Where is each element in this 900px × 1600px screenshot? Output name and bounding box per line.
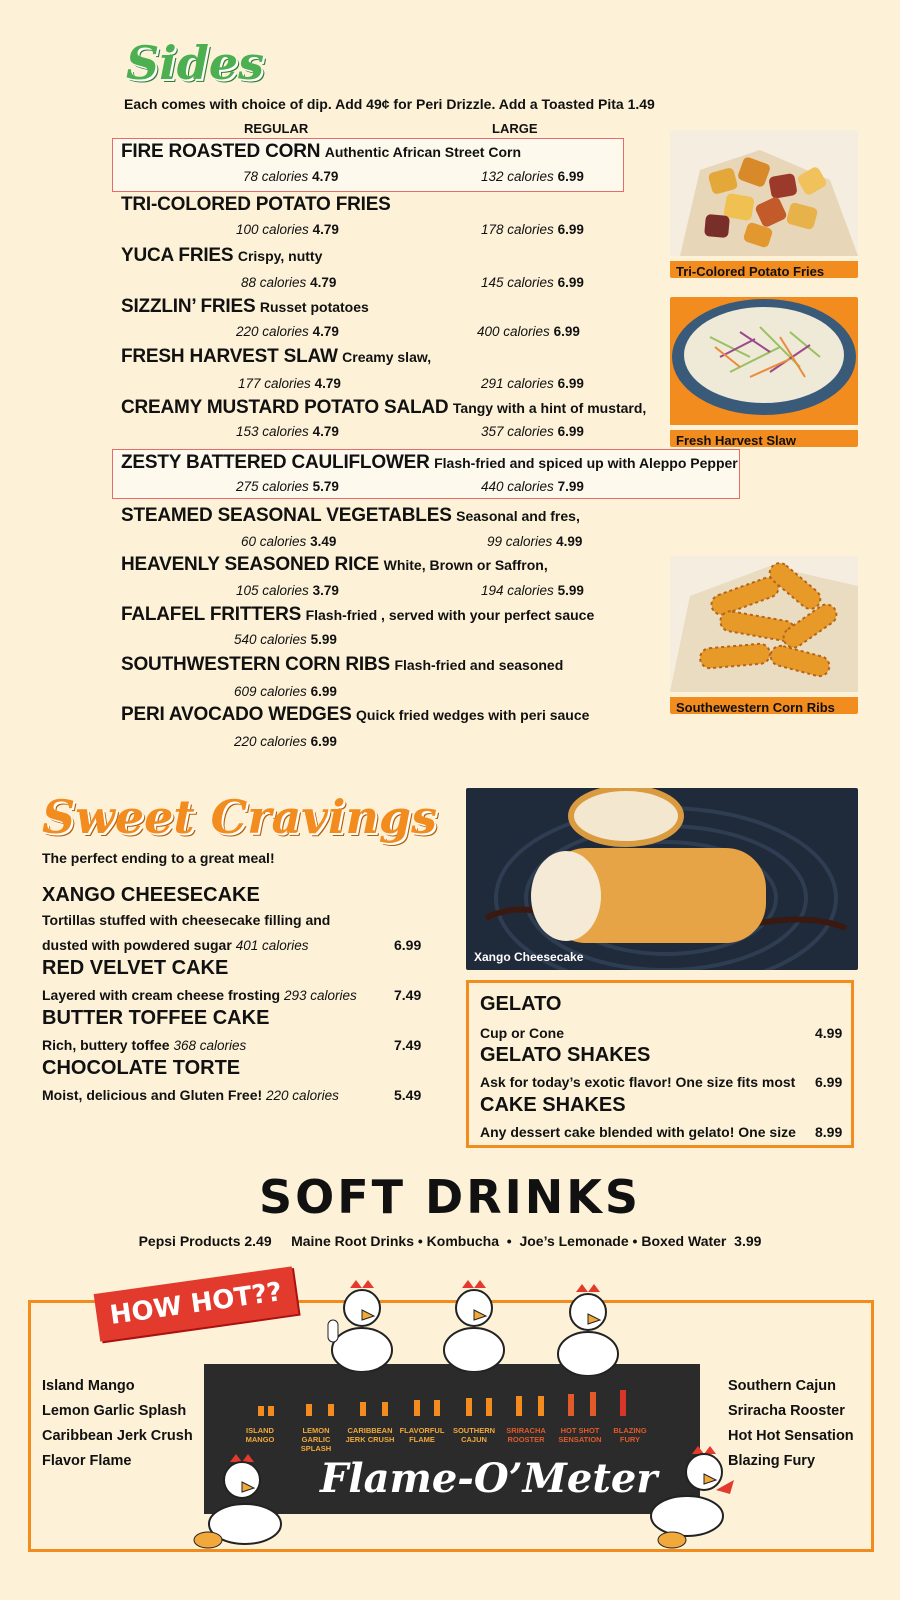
large-price: 6.99: [557, 275, 584, 290]
large-calories: 194 calories: [481, 583, 554, 598]
reg-calories: 153 calories: [236, 424, 309, 439]
sides-intro: Each comes with choice of dip. Add 49¢ for Peri Drizzle. Add a Toasted Pita 1.49: [124, 96, 655, 112]
gelato-box: [466, 980, 854, 1148]
meter-label: SOUTHERN CAJUN: [452, 1426, 496, 1444]
dessert-name: RED VELVET CAKE: [42, 957, 229, 979]
slaw-image: [670, 297, 858, 425]
gelato-desc: Any dessert cake blended with gelato! One size: [480, 1124, 796, 1140]
item-name: HEAVENLY SEASONED RICE: [121, 554, 380, 575]
item-name: SIZZLIN’ FRIES: [121, 296, 256, 317]
reg-calories: 609 calories: [234, 684, 307, 699]
dessert-desc-text: Moist, delicious and Gluten Free!: [42, 1087, 263, 1103]
reg-calories: 220 calories: [234, 734, 307, 749]
large-price: 6.99: [557, 169, 584, 184]
large-price: 4.99: [556, 534, 583, 549]
chicken-mascot-icon: [190, 1448, 300, 1552]
dessert-calories: 293 calories: [283, 988, 357, 1003]
dessert-price: 6.99: [394, 937, 422, 953]
list-item: [121, 194, 391, 216]
reg-price: 4.79: [312, 424, 339, 439]
gelato-desc: Cup or Cone: [480, 1025, 564, 1041]
gelato-price: 4.99: [815, 1025, 843, 1041]
item-desc: Authentic African Street Corn: [324, 144, 522, 160]
reg-price: 5.79: [312, 479, 339, 494]
photo-slaw: [670, 297, 858, 447]
dessert-desc-text: Layered with cream cheese frosting: [42, 987, 281, 1003]
large-calories: 178 calories: [481, 222, 554, 237]
meter-label: BLAZING FURY: [613, 1426, 647, 1444]
reg-calories: 78 calories: [243, 169, 309, 184]
item-desc: Creamy slaw,: [342, 349, 432, 365]
meter-tick: [360, 1402, 366, 1416]
large-calories: 440 calories: [481, 479, 554, 494]
sides-title: Sides: [126, 36, 265, 90]
reg-calories: 220 calories: [236, 324, 309, 339]
item-desc: Tangy with a hint of mustard,: [452, 400, 647, 416]
gelato-price: 8.99: [815, 1124, 843, 1140]
reg-price: 4.79: [312, 324, 339, 339]
reg-price: 3.49: [310, 534, 337, 549]
drinks-title: SOFT DRINKS: [258, 1170, 642, 1224]
meter-label: ISLAND MANGO: [245, 1426, 275, 1444]
dessert-name: BUTTER TOFFEE CAKE: [42, 1007, 270, 1029]
list-item: [121, 141, 521, 163]
large-price: 7.99: [557, 479, 584, 494]
item-name: ZESTY BATTERED CAULIFLOWER: [121, 452, 430, 473]
dessert-calories: 220 calories: [266, 1088, 339, 1103]
reg-calories: 100 calories: [236, 222, 309, 237]
meter-tick: [382, 1402, 388, 1416]
photo-caption: Tri-Colored Potato Fries: [670, 261, 858, 278]
chicken-mascot-icon: [548, 1284, 628, 1376]
flavor-item: Lemon Garlic Splash: [42, 1403, 187, 1419]
reg-price: 4.79: [310, 275, 337, 290]
list-item: [121, 245, 322, 267]
meter-tick: [328, 1404, 334, 1416]
list-item: [121, 554, 548, 576]
item-name: CREAMY MUSTARD POTATO SALAD: [121, 397, 449, 418]
list-item: [121, 346, 431, 368]
photo-corn-ribs: [670, 556, 858, 714]
flavor-item: Sriracha Rooster: [728, 1403, 845, 1419]
cheesecake-image: [466, 788, 858, 970]
reg-calories: 105 calories: [236, 583, 309, 598]
column-large: LARGE: [492, 121, 538, 136]
large-calories: 400 calories: [477, 324, 550, 339]
large-calories: 145 calories: [481, 275, 554, 290]
list-item: [121, 704, 589, 726]
large-calories: 357 calories: [481, 424, 554, 439]
reg-calories: 177 calories: [238, 376, 311, 391]
how-hot-badge: HOW HOT??: [94, 1266, 299, 1341]
dessert-desc: [42, 1087, 339, 1103]
corn-ribs-image: [670, 556, 858, 692]
meter-tick: [538, 1396, 544, 1416]
reg-price: 4.79: [314, 376, 341, 391]
gelato-name: CAKE SHAKES: [480, 1094, 626, 1116]
dessert-desc: [42, 1037, 246, 1053]
dessert-calories: 401 calories: [235, 938, 309, 953]
photo-potato-fries: [670, 130, 858, 278]
meter-label: FLAVORFUL FLAME: [399, 1426, 445, 1444]
dessert-desc-text: dusted with powdered sugar: [42, 937, 232, 953]
meter-tick: [590, 1392, 596, 1416]
item-desc: Russet potatoes: [259, 299, 369, 315]
item-desc: Flash-fried , served with your perfect sauce: [305, 607, 595, 623]
reg-price: 5.99: [310, 632, 337, 647]
meter-tick: [306, 1404, 312, 1416]
item-name: FALAFEL FRITTERS: [121, 604, 302, 625]
meter-tick: [620, 1390, 626, 1416]
reg-price: 4.79: [312, 222, 339, 237]
item-desc: Flash-fried and spiced up with Aleppo Pepper: [434, 455, 738, 471]
chicken-mascot-icon: [322, 1280, 402, 1372]
flavor-item: Island Mango: [42, 1378, 135, 1394]
large-price: 6.99: [553, 324, 580, 339]
reg-price: 4.79: [312, 169, 339, 184]
chicken-mascot-icon: [434, 1280, 514, 1372]
flavor-item: Flavor Flame: [42, 1453, 132, 1469]
left-flavor-list: [42, 1374, 193, 1474]
reg-calories: 60 calories: [241, 534, 307, 549]
dessert-calories: 368 calories: [173, 1038, 247, 1053]
reg-price: 6.99: [310, 734, 337, 749]
list-item: [121, 505, 580, 527]
reg-calories: 275 calories: [236, 479, 309, 494]
flavor-item: Hot Hot Sensation: [728, 1428, 854, 1444]
meter-label: HOT SHOT SENSATION: [558, 1426, 602, 1444]
dessert-desc: [42, 987, 357, 1003]
photo-cheesecake: [466, 788, 858, 970]
dessert-desc-text: Rich, buttery toffee: [42, 1037, 170, 1053]
large-calories: 291 calories: [481, 376, 554, 391]
meter-tick: [434, 1400, 440, 1416]
photo-caption: Southewestern Corn Ribs: [670, 697, 858, 714]
item-desc: White, Brown or Saffron,: [383, 557, 548, 573]
large-price: 5.99: [557, 583, 584, 598]
meter-label: SRIRACHA ROOSTER: [506, 1426, 546, 1444]
column-regular: REGULAR: [244, 121, 309, 136]
reg-price: 6.99: [310, 684, 337, 699]
item-desc: Seasonal and fres,: [456, 508, 580, 524]
meter-tick: [466, 1398, 472, 1416]
right-flavor-list: [728, 1374, 854, 1474]
item-name: YUCA FRIES: [121, 245, 234, 266]
list-item: [121, 654, 563, 676]
item-name: TRI-COLORED POTATO FRIES: [121, 194, 391, 215]
flavor-item: Blazing Fury: [728, 1453, 816, 1469]
flavor-item: Caribbean Jerk Crush: [42, 1428, 193, 1444]
dessert-name: XANGO CHEESECAKE: [42, 884, 260, 906]
gelato-name: GELATO SHAKES: [480, 1044, 651, 1066]
large-price: 6.99: [557, 222, 584, 237]
reg-price: 3.79: [312, 583, 339, 598]
dessert-desc: [42, 937, 308, 953]
gelato-price: 6.99: [815, 1074, 843, 1090]
meter-tick: [568, 1394, 574, 1416]
list-item: [121, 452, 738, 474]
dessert-desc: Tortillas stuffed with cheesecake filling and: [42, 912, 331, 928]
dessert-price: 5.49: [394, 1087, 422, 1103]
dessert-price: 7.49: [394, 987, 422, 1003]
potato-fries-image: [670, 130, 858, 256]
sweet-title: Sweet Cravings: [42, 790, 437, 844]
gelato-desc: Ask for today’s exotic flavor! One size fits most: [480, 1074, 796, 1090]
item-name: PERI AVOCADO WEDGES: [121, 704, 352, 725]
list-item: [121, 604, 594, 626]
dessert-name: CHOCOLATE TORTE: [42, 1057, 241, 1079]
meter-tick: [516, 1396, 522, 1416]
gelato-name: GELATO: [480, 993, 562, 1015]
meter-tick: [414, 1400, 420, 1416]
large-calories: 132 calories: [481, 169, 554, 184]
photo-caption: Fresh Harvest Slaw: [670, 430, 858, 447]
dessert-price: 7.49: [394, 1037, 422, 1053]
photo-caption: Xango Cheesecake: [474, 950, 584, 964]
large-price: 6.99: [557, 376, 584, 391]
flavor-item: Southern Cajun: [728, 1378, 836, 1394]
item-name: STEAMED SEASONAL VEGETABLES: [121, 505, 452, 526]
reg-calories: 88 calories: [241, 275, 307, 290]
item-name: FIRE ROASTED CORN: [121, 141, 321, 162]
item-name: SOUTHWESTERN CORN RIBS: [121, 654, 390, 675]
flame-o-meter-title: Flame-O’Meter: [320, 1455, 658, 1502]
list-item: [121, 397, 646, 419]
chicken-mascot-icon: [632, 1440, 742, 1550]
large-price: 6.99: [557, 424, 584, 439]
item-desc: Crispy, nutty: [237, 248, 323, 264]
meter-label: CARIBBEAN JERK CRUSH: [345, 1426, 395, 1444]
sweet-subtitle: The perfect ending to a great meal!: [42, 850, 275, 866]
large-calories: 99 calories: [487, 534, 553, 549]
drinks-list: Pepsi Products 2.49 Maine Root Drinks • Kombucha • Joe’s Lemonade • Boxed Water 3.99: [138, 1233, 762, 1249]
meter-tick: [486, 1398, 492, 1416]
reg-calories: 540 calories: [234, 632, 307, 647]
meter-label: LEMON GARLIC SPLASH: [300, 1426, 332, 1453]
item-desc: Flash-fried and seasoned: [394, 657, 564, 673]
meter-tick: [268, 1406, 274, 1416]
item-desc: Quick fried wedges with peri sauce: [356, 707, 590, 723]
item-name: FRESH HARVEST SLAW: [121, 346, 338, 367]
list-item: [121, 296, 369, 318]
meter-tick: [258, 1406, 264, 1416]
